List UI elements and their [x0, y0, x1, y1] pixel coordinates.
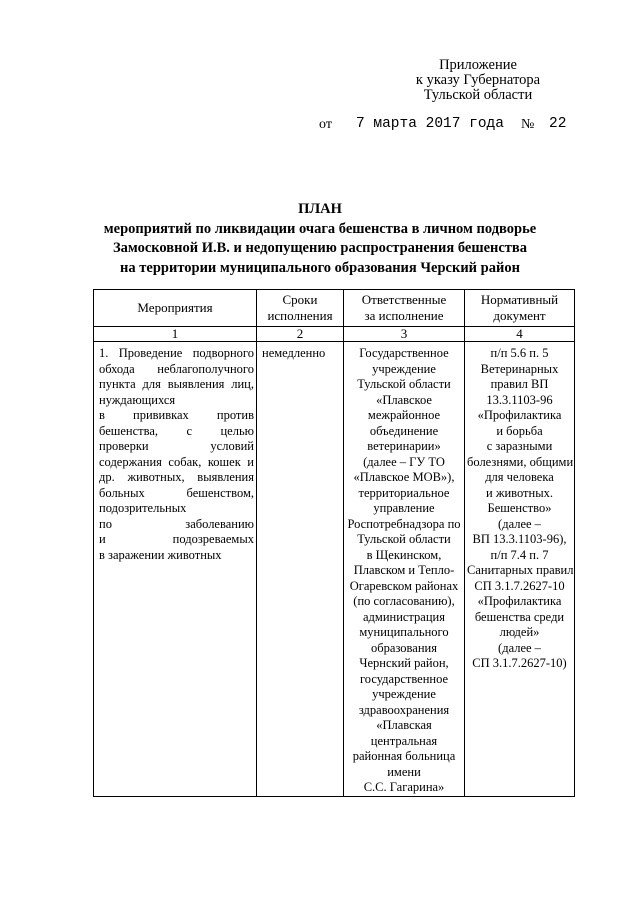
title-line: Замосковной И.В. и недопущению распространения бешенства — [112, 240, 528, 256]
document-cell — [465, 342, 575, 797]
table-row — [94, 342, 575, 797]
column-number-row — [94, 327, 575, 342]
title-line: на территории муниципального образования Черский район — [120, 259, 520, 276]
term-cell — [257, 342, 344, 797]
table-header-row — [94, 290, 575, 327]
column-number: 2 — [257, 327, 344, 342]
number-sign: № — [521, 117, 535, 132]
plan-table — [93, 289, 575, 797]
measure-cell — [94, 342, 257, 797]
column-number: 1 — [94, 327, 257, 342]
document-text: п/п 5.6 п. 5 Ветеринарных правил ВП 13.3.1103-96 «Профилактика и борьба с заразными болезнями, общими для человека и животных. Бешенство» (далее – ВП 13.3.1103-96), п/п 7.4 п. 7 Санитарных правил СП 3.1.7.2627-10 «Профилактика бешенства среди людей» (далее – СП 3.1.7.2627-10) — [467, 346, 574, 670]
header-terms: Сроки исполнения — [257, 290, 344, 327]
responsible-cell — [344, 342, 465, 797]
document-title — [100, 200, 540, 278]
decree-number: 22 — [549, 116, 567, 132]
responsible-text: Государственное учреждение Тульской области «Плавское межрайонное объединение ветеринарии» (далее – ГУ ТО «Плавское МОВ»), территориальное управление Роспотребнадзора по Тульской области в Щекинском, Плавском и Тепло- Огаревском районах (по согласованию), администрация муниципального образования Чернский район, государственное учреждение здравоохранения «Плавская центральная районная больница имени С.С. Гагарина» — [347, 346, 461, 794]
term-text: немедленно — [262, 346, 326, 360]
date-value: 7 марта 2017 года — [356, 116, 504, 132]
appendix-line: Приложение — [439, 57, 517, 73]
appendix-block — [388, 58, 568, 103]
date-prefix: от — [319, 117, 332, 132]
header-responsible: Ответственные за исполнение — [344, 290, 465, 327]
column-number: 3 — [344, 327, 465, 342]
title-heading: ПЛАН — [298, 201, 342, 217]
column-number: 4 — [465, 327, 575, 342]
appendix-line: к указу Губернатора — [415, 72, 541, 88]
measure-text: 1. Проведение подворного обхода неблагополучного пункта для выявления лиц, нуждающихся в прививках против бешенства, с целью проверки условий содержания собак, кошек и др. животных, выявления больных бешенством, подозрительных по заболеванию и подозреваемых в заражении животных — [99, 346, 254, 562]
header-document: Нормативный документ — [465, 290, 575, 327]
header-measures: Мероприятия — [94, 290, 257, 327]
appendix-line: Тульской области — [423, 87, 533, 103]
title-line: мероприятий по ликвидации очага бешенства в личном подворье — [103, 220, 537, 237]
